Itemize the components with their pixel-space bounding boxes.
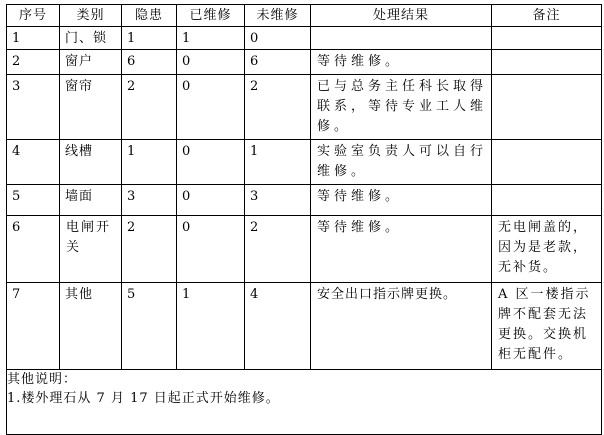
table-row bbox=[7, 50, 602, 75]
header-result: 处理结果 bbox=[311, 5, 492, 27]
cell-repaired: 0 bbox=[177, 185, 245, 216]
cell-remarks bbox=[492, 75, 602, 140]
cell-unrepaired: 2 bbox=[245, 216, 311, 283]
cell-result: 等待维修。 bbox=[311, 185, 492, 216]
header-repaired: 已维修 bbox=[177, 5, 245, 27]
cell-category: 门、锁 bbox=[60, 27, 122, 50]
cell-unrepaired: 4 bbox=[245, 283, 311, 370]
cell-remarks: 无电闸盖的，因为是老款，无补货。 bbox=[492, 216, 602, 283]
notes-item: 1.楼外理石从 7 月 17 日起正式开始维修。 bbox=[7, 391, 280, 406]
cell-unrepaired: 2 bbox=[245, 75, 311, 140]
table-row bbox=[7, 140, 602, 185]
notes-row bbox=[7, 370, 602, 435]
cell-seq: 5 bbox=[7, 185, 60, 216]
cell-repaired: 1 bbox=[177, 27, 245, 50]
cell-repaired: 0 bbox=[177, 75, 245, 140]
cell-category: 其他 bbox=[60, 283, 122, 370]
cell-hazards: 3 bbox=[122, 185, 177, 216]
table-row bbox=[7, 27, 602, 50]
cell-unrepaired: 6 bbox=[245, 50, 311, 75]
cell-remarks bbox=[492, 27, 602, 50]
header-seq: 序号 bbox=[7, 5, 60, 27]
notes-cell bbox=[7, 370, 602, 435]
cell-repaired: 1 bbox=[177, 283, 245, 370]
hazard-report-document bbox=[6, 4, 601, 406]
header-row bbox=[7, 5, 602, 27]
cell-category: 电闸开关 bbox=[60, 216, 122, 283]
table-row bbox=[7, 75, 602, 140]
cell-remarks bbox=[492, 140, 602, 185]
cell-hazards: 1 bbox=[122, 27, 177, 50]
cell-seq: 1 bbox=[7, 27, 60, 50]
cell-result: 等待维修。 bbox=[311, 216, 492, 283]
notes-title: 其他说明： bbox=[7, 372, 78, 387]
cell-seq: 6 bbox=[7, 216, 60, 283]
cell-result: 实验室负责人可以自行维修。 bbox=[311, 140, 492, 185]
table-row bbox=[7, 185, 602, 216]
cell-hazards: 5 bbox=[122, 283, 177, 370]
cell-result: 等待维修。 bbox=[311, 50, 492, 75]
cell-category: 窗户 bbox=[60, 50, 122, 75]
cell-repaired: 0 bbox=[177, 140, 245, 185]
header-remarks: 备注 bbox=[492, 5, 602, 27]
cell-result: 已与总务主任科长取得联系，等待专业工人维修。 bbox=[311, 75, 492, 140]
cell-category: 线槽 bbox=[60, 140, 122, 185]
header-unrepaired: 未维修 bbox=[245, 5, 311, 27]
cell-repaired: 0 bbox=[177, 50, 245, 75]
cell-repaired: 0 bbox=[177, 216, 245, 283]
cell-remarks bbox=[492, 50, 602, 75]
cell-category: 墙面 bbox=[60, 185, 122, 216]
cell-seq: 4 bbox=[7, 140, 60, 185]
cell-remarks bbox=[492, 185, 602, 216]
hazard-table bbox=[6, 4, 602, 435]
cell-unrepaired: 1 bbox=[245, 140, 311, 185]
header-hazards: 隐患 bbox=[122, 5, 177, 27]
cell-seq: 2 bbox=[7, 50, 60, 75]
cell-result bbox=[311, 27, 492, 50]
table-row bbox=[7, 216, 602, 283]
header-category: 类别 bbox=[60, 5, 122, 27]
cell-hazards: 1 bbox=[122, 140, 177, 185]
cell-unrepaired: 3 bbox=[245, 185, 311, 216]
cell-seq: 3 bbox=[7, 75, 60, 140]
table-row bbox=[7, 283, 602, 370]
cell-category: 窗帘 bbox=[60, 75, 122, 140]
cell-result: 安全出口指示牌更换。 bbox=[311, 283, 492, 370]
cell-hazards: 6 bbox=[122, 50, 177, 75]
cell-hazards: 2 bbox=[122, 75, 177, 140]
cell-seq: 7 bbox=[7, 283, 60, 370]
cell-remarks: A 区一楼指示牌不配套无法更换。交换机柜无配件。 bbox=[492, 283, 602, 370]
cell-hazards: 2 bbox=[122, 216, 177, 283]
cell-unrepaired: 0 bbox=[245, 27, 311, 50]
